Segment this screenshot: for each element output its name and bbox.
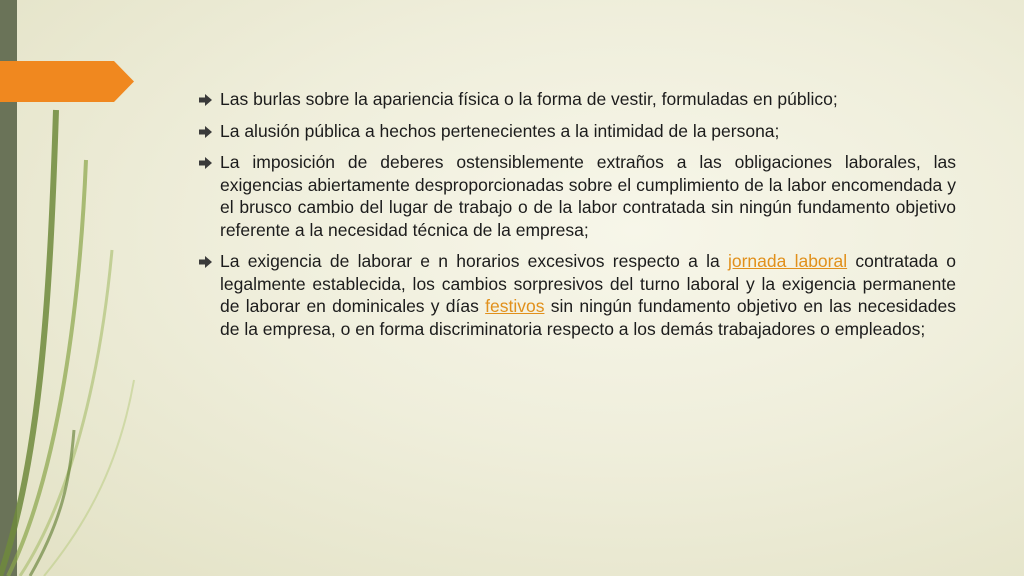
bullet-item-3 <box>192 151 956 241</box>
bullet-text <box>220 250 956 340</box>
arrow-right-icon <box>192 157 220 169</box>
arrow-right-icon <box>192 94 220 106</box>
jornada-laboral-link[interactable]: jornada laboral <box>727 251 848 271</box>
festivos-link[interactable]: festivos <box>485 296 545 316</box>
slide-content <box>192 88 956 349</box>
bullet-text-segment: La exigencia de laborar e n horarios excesivos respecto a la <box>220 251 728 271</box>
bullet-item-1 <box>192 88 956 111</box>
arrow-right-icon <box>192 126 220 138</box>
arrow-right-icon <box>192 256 220 268</box>
bullet-text: La alusión pública a hechos pertenecientes a la intimidad de la persona; <box>220 120 780 141</box>
bullet-text-segment: sin ningún fundamento objetivo en las necesidades de la empresa, o en forma discriminatoria respecto a los demás trabajadores o empleados; <box>220 296 956 339</box>
bullet-item-4 <box>192 250 956 340</box>
accent-tab <box>0 61 134 102</box>
bullet-item-2 <box>192 120 956 143</box>
bullet-text-segment: contratada o legalmente establecida, los cambios sorpresivos del turno laboral y la exigencia permanente de laborar en dominicales y días <box>220 251 957 316</box>
bullet-text: Las burlas sobre la apariencia física o la forma de vestir, formuladas en público; <box>220 89 838 109</box>
bullet-text: La imposición de deberes ostensiblemente extraños a las obligaciones laborales, las exigencias abiertamente desproporcionadas sobre el cumplimiento de la labor encomendada y el brusco cambio del lugar de trabajo o de la labor contratada sin ningún fundamento objetivo referente a la necesidad técnica de la empresa; <box>220 152 956 240</box>
